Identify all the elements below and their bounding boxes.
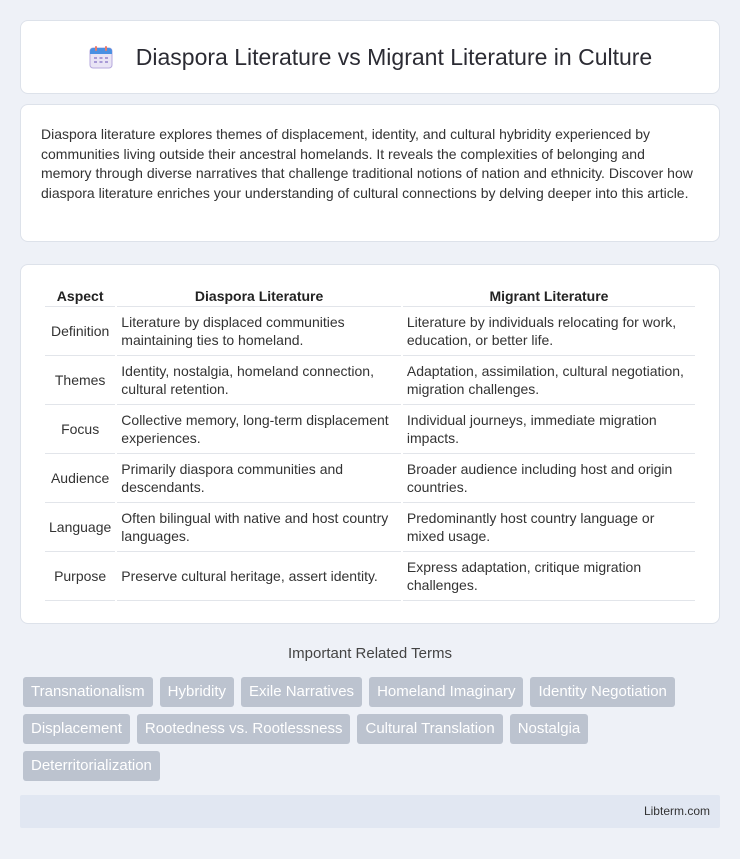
- aspect-cell: Audience: [45, 454, 115, 503]
- tag-rootedness[interactable]: Rootedness vs. Rootlessness: [137, 714, 351, 744]
- table-header-row: [45, 285, 695, 307]
- tag-deterritorialization[interactable]: Deterritorialization: [23, 751, 160, 781]
- related-terms-title: Important Related Terms: [288, 645, 452, 662]
- header-aspect: Aspect: [45, 285, 115, 307]
- tag-nostalgia[interactable]: Nostalgia: [510, 714, 589, 744]
- comparison-table-card: [20, 264, 720, 624]
- migrant-cell: Broader audience including host and origin countries.: [403, 454, 695, 503]
- aspect-cell: Themes: [45, 356, 115, 405]
- diaspora-cell: Often bilingual with native and host country languages.: [117, 503, 401, 552]
- aspect-cell: Purpose: [45, 552, 115, 601]
- migrant-cell: Literature by individuals relocating for work, education, or better life.: [403, 307, 695, 356]
- aspect-cell: Language: [45, 503, 115, 552]
- footer: [20, 795, 720, 828]
- intro-card: [20, 104, 720, 242]
- tag-identity-negotiation[interactable]: Identity Negotiation: [530, 677, 674, 707]
- tag-hybridity[interactable]: Hybridity: [160, 677, 234, 707]
- aspect-cell: Definition: [45, 307, 115, 356]
- header-diaspora: Diaspora Literature: [117, 285, 401, 307]
- calendar-icon: [88, 44, 114, 70]
- title-card: [20, 20, 720, 94]
- tag-exile-narratives[interactable]: Exile Narratives: [241, 677, 362, 707]
- page-title: Diaspora Literature vs Migrant Literature in Culture: [135, 43, 653, 70]
- tag-cultural-translation[interactable]: Cultural Translation: [357, 714, 502, 744]
- diaspora-cell: Primarily diaspora communities and descendants.: [117, 454, 401, 503]
- tag-transnationalism[interactable]: Transnationalism: [23, 677, 153, 707]
- table-row: [45, 356, 695, 405]
- table-row: [45, 503, 695, 552]
- comparison-table: [43, 285, 697, 601]
- footer-site-link[interactable]: Libterm.com: [643, 804, 710, 818]
- migrant-cell: Individual journeys, immediate migration impacts.: [403, 405, 695, 454]
- table-row: [45, 454, 695, 503]
- related-terms-list: [23, 677, 723, 788]
- migrant-cell: Predominantly host country language or mixed usage.: [403, 503, 695, 552]
- table-row: [45, 307, 695, 356]
- diaspora-cell: Collective memory, long-term displacement experiences.: [117, 405, 401, 454]
- tag-homeland-imaginary[interactable]: Homeland Imaginary: [369, 677, 523, 707]
- table-row: [45, 405, 695, 454]
- header-migrant: Migrant Literature: [403, 285, 695, 307]
- diaspora-cell: Literature by displaced communities maintaining ties to homeland.: [117, 307, 401, 356]
- diaspora-cell: Preserve cultural heritage, assert identity.: [117, 552, 401, 601]
- migrant-cell: Express adaptation, critique migration challenges.: [403, 552, 695, 601]
- table-row: [45, 552, 695, 601]
- aspect-cell: Focus: [45, 405, 115, 454]
- tag-displacement[interactable]: Displacement: [23, 714, 130, 744]
- diaspora-cell: Identity, nostalgia, homeland connection, cultural retention.: [117, 356, 401, 405]
- intro-text: Diaspora literature explores themes of displacement, identity, and cultural hybridity experienced by communities living outside their ancestral homelands. It reveals the complexities of belonging and memory through diverse narratives that challenge traditional notions of nation and ethnicity. Discover how diaspora literature enriches your understanding of cultural connections by delving deeper into this article.: [41, 126, 693, 202]
- migrant-cell: Adaptation, assimilation, cultural negotiation, migration challenges.: [403, 356, 695, 405]
